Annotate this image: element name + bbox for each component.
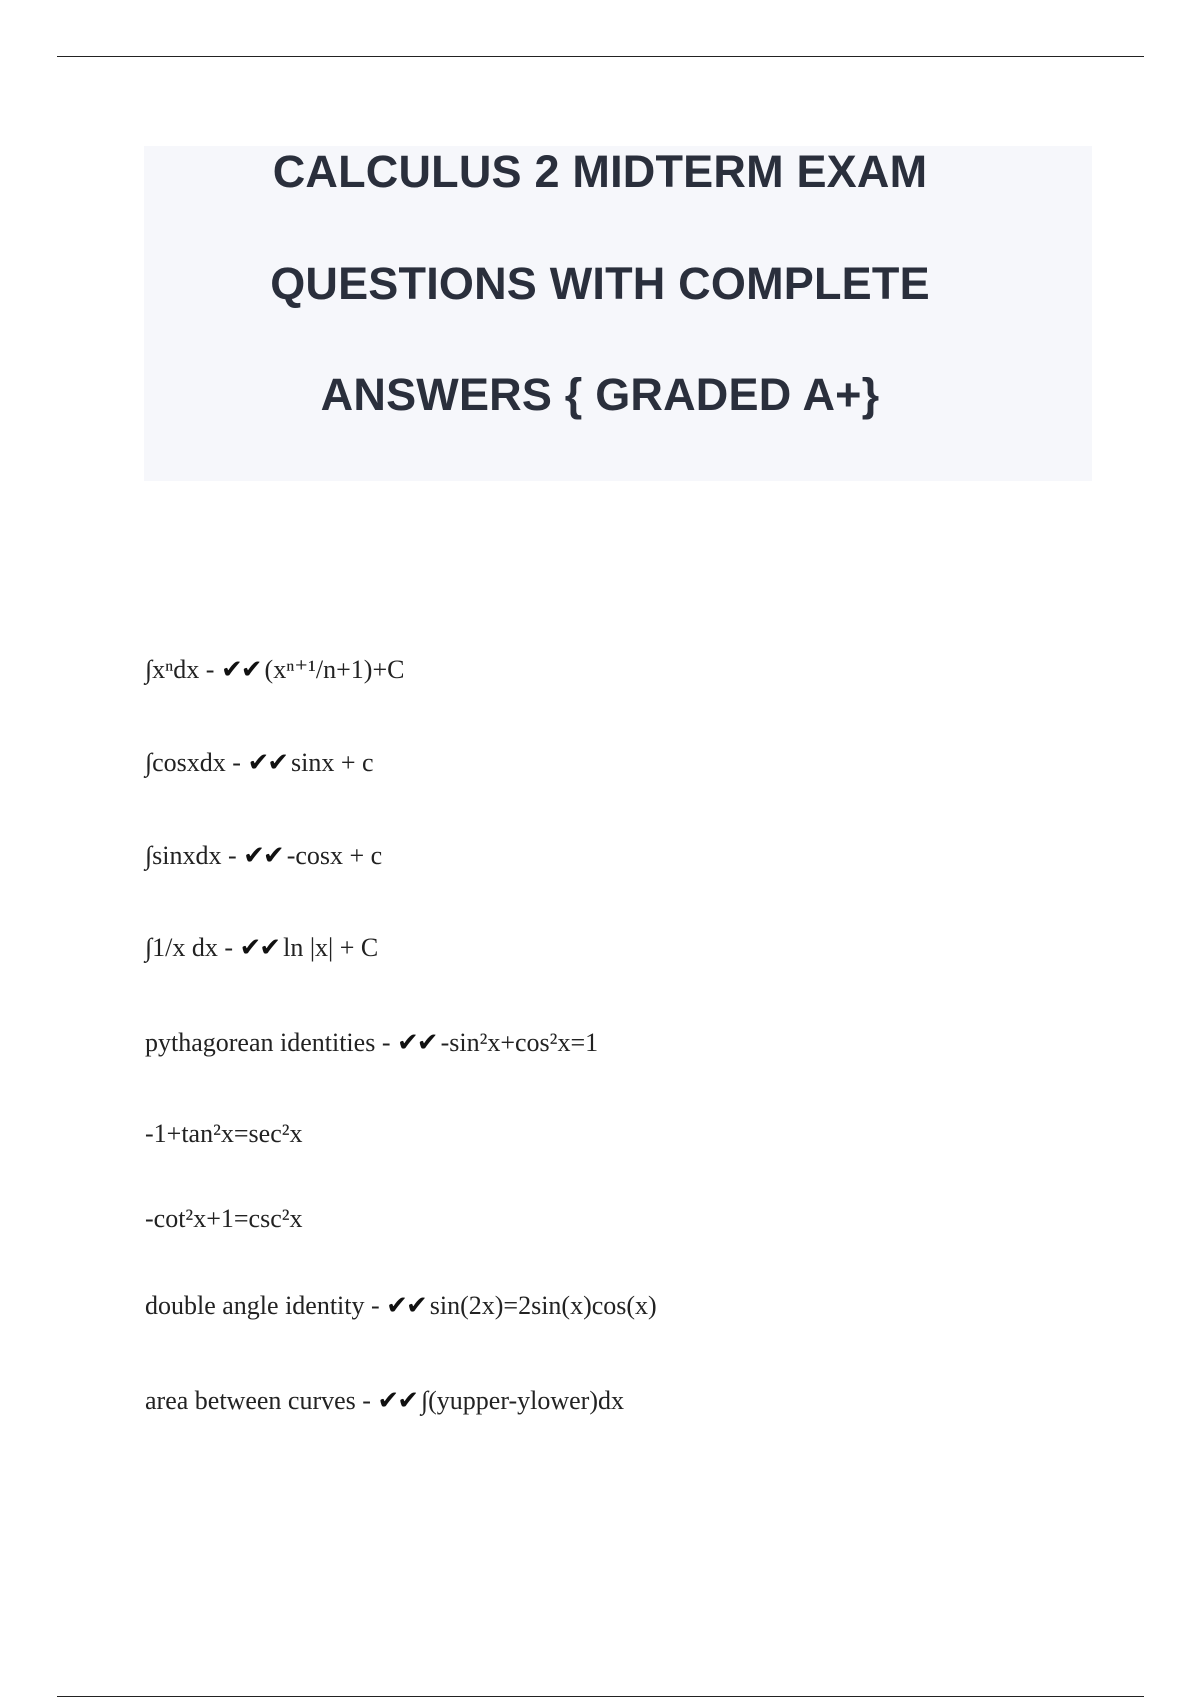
answer-text: ∫(yupper-ylower)dx bbox=[421, 1386, 624, 1415]
top-divider bbox=[57, 56, 1144, 57]
question-text: ∫cosxdx - bbox=[145, 748, 248, 777]
double-check-icon: ✔✔ bbox=[386, 1291, 426, 1321]
qa-item-power-rule bbox=[145, 654, 404, 686]
question-text: ∫sinxdx - bbox=[145, 841, 244, 870]
double-check-icon: ✔✔ bbox=[247, 748, 288, 778]
question-text: area between curves - bbox=[145, 1386, 378, 1415]
document-title-line-2: QUESTIONS WITH COMPLETE bbox=[270, 258, 930, 309]
document-title-line-1: CALCULUS 2 MIDTERM EXAM bbox=[272, 146, 928, 197]
question-text: double angle identity - bbox=[145, 1291, 387, 1320]
answer-text: sinx + c bbox=[291, 748, 374, 777]
double-check-icon: ✔✔ bbox=[243, 841, 283, 871]
question-text: ∫1/x dx - bbox=[145, 933, 240, 962]
question-text: pythagorean identities - bbox=[145, 1028, 397, 1057]
double-check-icon: ✔✔ bbox=[377, 1386, 417, 1416]
question-text: ∫xⁿdx - bbox=[145, 655, 221, 684]
qa-item-cos-integral bbox=[145, 747, 374, 779]
answer-text: (xⁿ⁺¹/n+1)+C bbox=[264, 655, 405, 684]
qa-item-area-between-curves bbox=[145, 1385, 624, 1417]
answer-text: -sin²x+cos²x=1 bbox=[440, 1028, 599, 1057]
answer-text: -cosx + c bbox=[286, 841, 383, 870]
qa-item-double-angle bbox=[145, 1290, 657, 1322]
answer-text: ln |x| + C bbox=[283, 933, 379, 962]
qa-item-reciprocal-integral bbox=[145, 932, 378, 964]
document-title-line-3: ANSWERS { GRADED A+} bbox=[320, 369, 880, 420]
identity-line-cot: -cot²x+1=csc²x bbox=[145, 1204, 303, 1233]
identity-line-tan: -1+tan²x=sec²x bbox=[145, 1119, 303, 1148]
qa-item-sin-integral bbox=[145, 840, 382, 872]
answer-text: sin(2x)=2sin(x)cos(x) bbox=[429, 1291, 657, 1320]
bottom-divider bbox=[57, 1696, 1144, 1697]
double-check-icon: ✔✔ bbox=[396, 1028, 437, 1058]
double-check-icon: ✔✔ bbox=[239, 933, 280, 963]
qa-item-pythagorean-identities bbox=[145, 1027, 598, 1059]
double-check-icon: ✔✔ bbox=[220, 655, 261, 685]
